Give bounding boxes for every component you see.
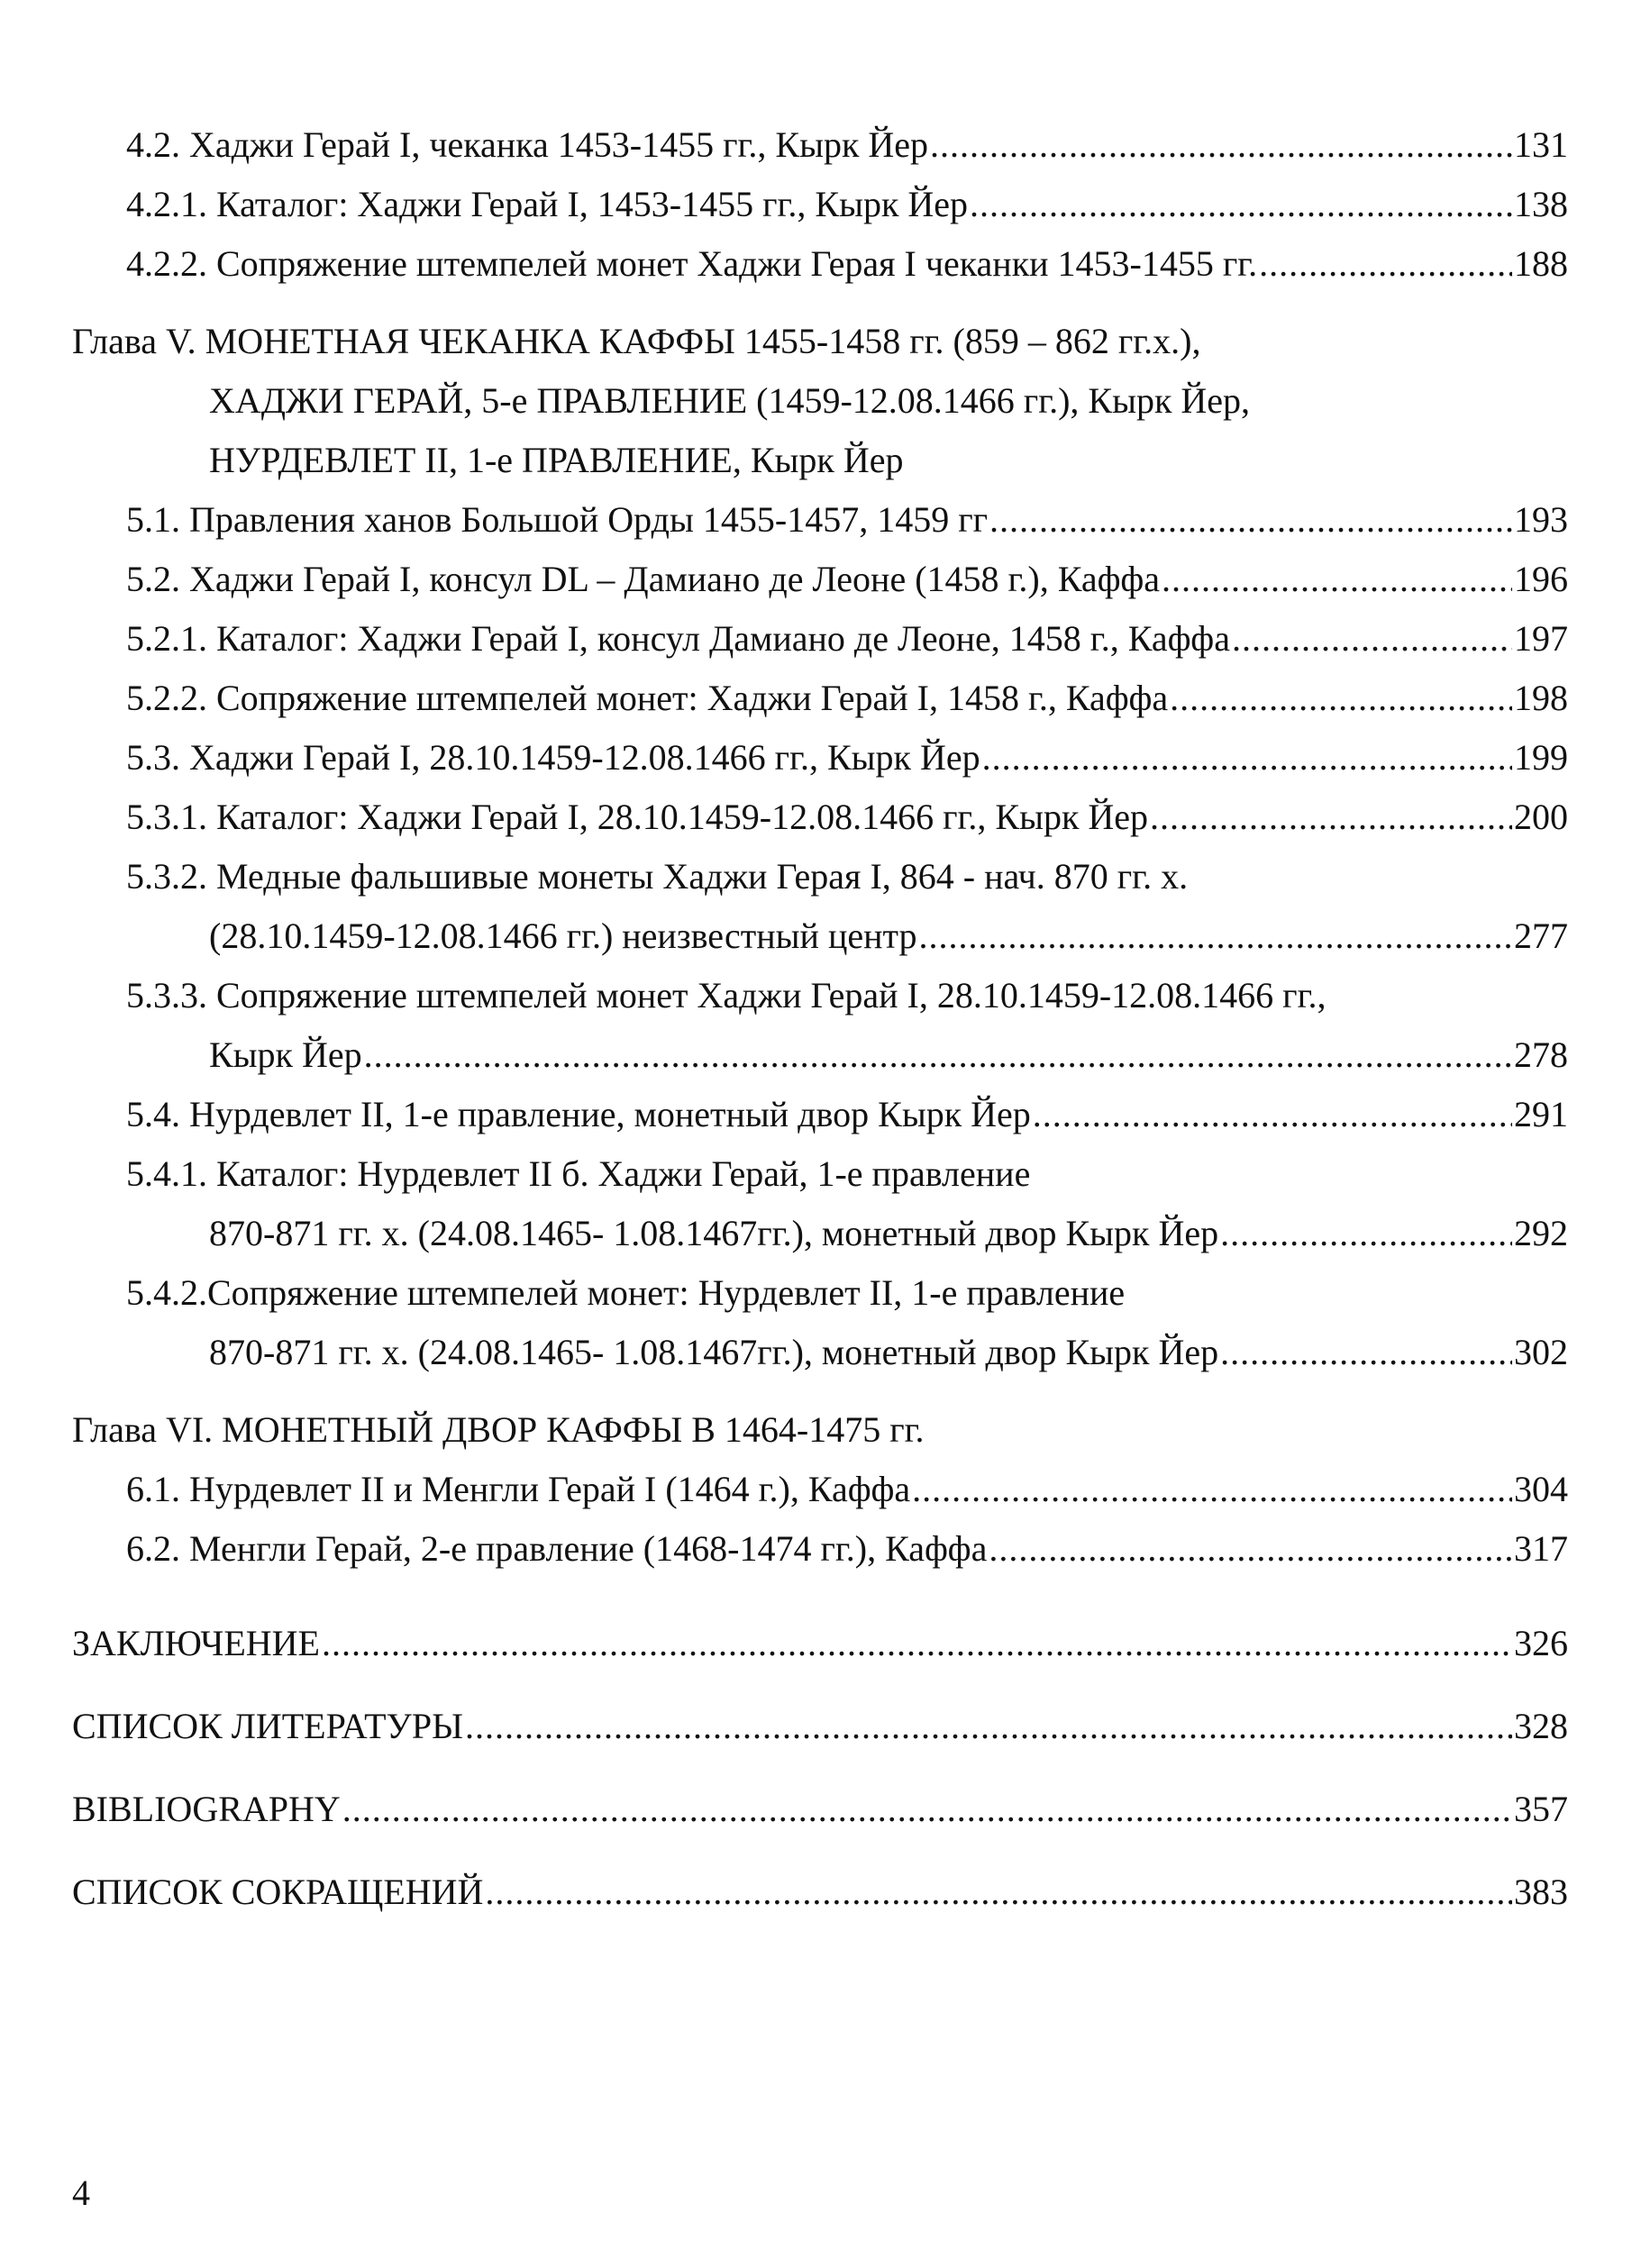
toc-entry-page: 198 xyxy=(1514,678,1568,718)
toc-entry-title: 5.3. Хаджи Герай I, 28.10.1459-12.08.1466 гг., Кырк Йер xyxy=(126,737,980,778)
toc-entry-title: (28.10.1459-12.08.1466 гг.) неизвестный центр xyxy=(209,915,917,956)
toc-entry-4-2-1[interactable] xyxy=(72,175,1568,234)
page-number: 4 xyxy=(72,2172,90,2213)
toc-entry-conclusion[interactable] xyxy=(72,1602,1568,1685)
dot-leader xyxy=(982,728,1512,788)
toc-entry-5-4-1-line1[interactable]: 5.4.1. Каталог: Нурдевлет II б. Хаджи Герай, 1-е правление xyxy=(126,1153,1031,1194)
toc-entry-5-2-2[interactable] xyxy=(72,669,1568,728)
toc-entry-5-3-2-line1[interactable]: 5.3.2. Медные фальшивые монеты Хаджи Герая I, 864 - нач. 870 гг. х. xyxy=(126,856,1189,897)
dot-leader xyxy=(1033,1085,1512,1144)
toc-entry-page: 193 xyxy=(1514,499,1568,540)
dot-leader xyxy=(1220,1204,1512,1263)
dot-leader xyxy=(989,490,1512,550)
toc-entry-title: 4.2.2. Сопряжение штемпелей монет Хаджи Герая I чеканки 1453-1455 гг. xyxy=(126,243,1258,284)
toc-entry-page: 196 xyxy=(1514,559,1568,599)
dot-leader xyxy=(912,1460,1512,1519)
toc-entry-page: 291 xyxy=(1514,1094,1568,1134)
toc-entry-5-3-1[interactable] xyxy=(72,788,1568,847)
toc-entry-page: 383 xyxy=(1514,1872,1568,1912)
toc-entry-title: 5.2. Хаджи Герай I, консул DL – Дамиано де Леоне (1458 г.), Каффа xyxy=(126,559,1161,599)
toc-entry-5-3[interactable] xyxy=(72,728,1568,788)
dot-leader xyxy=(970,175,1512,234)
toc-entry-5-3-3-line1[interactable]: 5.3.3. Сопряжение штемпелей монет Хаджи Герай I, 28.10.1459-12.08.1466 гг., xyxy=(126,975,1327,1016)
toc-entry-5-2-1[interactable] xyxy=(72,609,1568,669)
toc-entry-page: 188 xyxy=(1514,243,1568,284)
toc-entry-title: 5.2.2. Сопряжение штемпелей монет: Хаджи Герай I, 1458 г., Каффа xyxy=(126,678,1169,718)
toc-entry-title: 6.2. Менгли Герай, 2-е правление (1468-1474 гг.), Каффа xyxy=(126,1528,988,1569)
toc-entry-title: 5.3.1. Каталог: Хаджи Герай I, 28.10.1459-12.08.1466 гг., Кырк Йер xyxy=(126,797,1149,837)
table-of-contents xyxy=(72,115,1568,1934)
toc-entry-page: 326 xyxy=(1514,1623,1568,1663)
dot-leader xyxy=(485,1851,1512,1934)
toc-entry-title: 870-871 гг. х. (24.08.1465- 1.08.1467гг.), монетный двор Кырк Йер xyxy=(209,1213,1219,1253)
dot-leader xyxy=(322,1602,1512,1685)
toc-entry-page: 302 xyxy=(1514,1332,1568,1372)
toc-entry-page: 304 xyxy=(1514,1469,1568,1509)
toc-entry-page: 131 xyxy=(1514,124,1568,165)
toc-entry-5-3-3[interactable] xyxy=(72,1025,1568,1085)
chapter-5-heading-line1[interactable]: Глава V. МОНЕТНАЯ ЧЕКАНКА КАФФЫ 1455-1458 гг. (859 – 862 гг.х.), xyxy=(72,321,1201,361)
toc-entry-bibliography[interactable] xyxy=(72,1768,1568,1851)
dot-leader xyxy=(1259,234,1512,294)
dot-leader xyxy=(919,906,1513,966)
toc-entry-title: ЗАКЛЮЧЕНИЕ xyxy=(72,1623,320,1663)
toc-entry-title: BIBLIOGRAPHY xyxy=(72,1789,341,1829)
toc-entry-4-2-2[interactable] xyxy=(72,234,1568,294)
toc-entry-page: 277 xyxy=(1514,915,1568,956)
dot-leader xyxy=(989,1519,1512,1579)
toc-entry-6-1[interactable] xyxy=(72,1460,1568,1519)
dot-leader xyxy=(1150,788,1512,847)
toc-entry-title: 4.2. Хаджи Герай I, чеканка 1453-1455 гг., Кырк Йер xyxy=(126,124,929,165)
toc-entry-references[interactable] xyxy=(72,1685,1568,1768)
toc-entry-title: 5.4. Нурдевлет II, 1-е правление, монетный двор Кырк Йер xyxy=(126,1094,1031,1134)
toc-entry-title: 6.1. Нурдевлет II и Менгли Герай I (1464 г.), Каффа xyxy=(126,1469,911,1509)
dot-leader xyxy=(1220,1323,1512,1382)
toc-entry-page: 357 xyxy=(1514,1789,1568,1829)
toc-entry-page: 317 xyxy=(1514,1528,1568,1569)
toc-entry-page: 199 xyxy=(1514,737,1568,778)
toc-entry-5-2[interactable] xyxy=(72,550,1568,609)
toc-entry-title: 5.1. Правления ханов Большой Орды 1455-1457, 1459 гг xyxy=(126,499,989,540)
toc-entry-title: 5.2.1. Каталог: Хаджи Герай I, консул Дамиано де Леоне, 1458 г., Каффа xyxy=(126,618,1230,659)
chapter-6-heading[interactable]: Глава VI. МОНЕТНЫЙ ДВОР КАФФЫ В 1464-1475 гг. xyxy=(72,1409,925,1450)
toc-entry-page: 278 xyxy=(1514,1034,1568,1075)
chapter-5-heading-line3: НУРДЕВЛЕТ II, 1-е ПРАВЛЕНИЕ, Кырк Йер xyxy=(209,440,904,480)
chapter-5-heading-line2: ХАДЖИ ГЕРАЙ, 5-е ПРАВЛЕНИЕ (1459-12.08.1466 гг.), Кырк Йер, xyxy=(209,380,1251,421)
toc-entry-page: 292 xyxy=(1514,1213,1568,1253)
spacer xyxy=(72,294,1568,312)
toc-entry-page: 138 xyxy=(1514,184,1568,224)
toc-entry-6-2[interactable] xyxy=(72,1519,1568,1579)
toc-entry-title: СПИСОК ЛИТЕРАТУРЫ xyxy=(72,1706,463,1746)
toc-entry-page: 200 xyxy=(1514,797,1568,837)
dot-leader xyxy=(930,115,1512,175)
toc-entry-5-1[interactable] xyxy=(72,490,1568,550)
dot-leader xyxy=(465,1685,1512,1768)
dot-leader xyxy=(342,1768,1512,1851)
toc-entry-5-4-2[interactable] xyxy=(72,1323,1568,1382)
toc-entry-title: 870-871 гг. х. (24.08.1465- 1.08.1467гг.), монетный двор Кырк Йер xyxy=(209,1332,1219,1372)
spacer xyxy=(72,1382,1568,1400)
toc-entry-abbreviations[interactable] xyxy=(72,1851,1568,1934)
toc-entry-5-4-1[interactable] xyxy=(72,1204,1568,1263)
toc-entry-title: 4.2.1. Каталог: Хаджи Герай I, 1453-1455 гг., Кырк Йер xyxy=(126,184,969,224)
toc-entry-4-2[interactable] xyxy=(72,115,1568,175)
dot-leader xyxy=(364,1025,1512,1085)
spacer xyxy=(72,1579,1568,1602)
dot-leader xyxy=(1162,550,1512,609)
toc-entry-page: 197 xyxy=(1514,618,1568,659)
toc-entry-title: Кырк Йер xyxy=(209,1034,362,1075)
toc-entry-5-4-2-line1[interactable]: 5.4.2.Сопряжение штемпелей монет: Нурдевлет II, 1-е правление xyxy=(126,1272,1126,1313)
toc-entry-5-3-2[interactable] xyxy=(72,906,1568,966)
toc-entry-5-4[interactable] xyxy=(72,1085,1568,1144)
toc-entry-title: СПИСОК СОКРАЩЕНИЙ xyxy=(72,1872,484,1912)
toc-entry-page: 328 xyxy=(1514,1706,1568,1746)
dot-leader xyxy=(1232,609,1512,669)
dot-leader xyxy=(1170,669,1512,728)
